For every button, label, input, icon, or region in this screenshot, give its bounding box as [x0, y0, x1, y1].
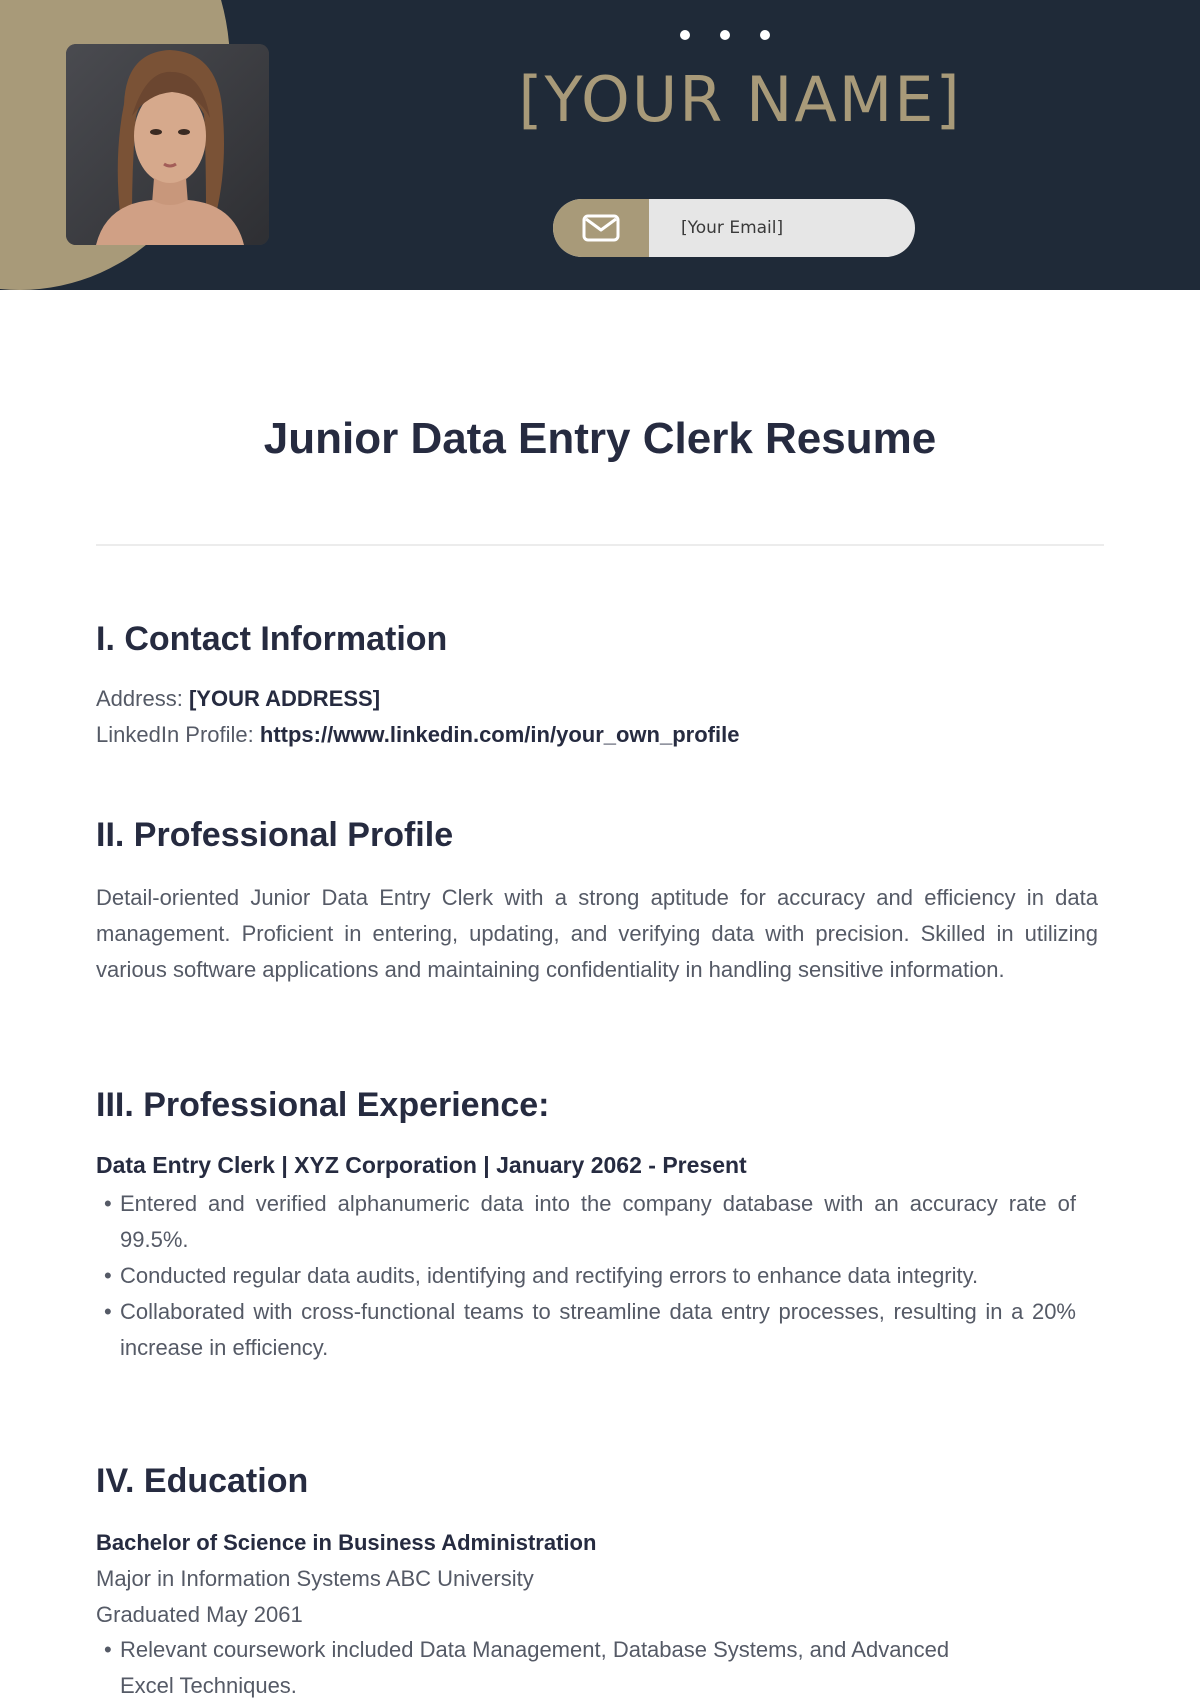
- section-heading-profile: II. Professional Profile: [96, 816, 454, 854]
- list-item: • Relevant coursework included Data Management, Database Systems, and Advanced Excel Techniques.: [96, 1632, 996, 1704]
- envelope-icon: [553, 199, 649, 257]
- contact-address: [96, 686, 380, 712]
- section-heading-experience: III. Professional Experience:: [96, 1086, 550, 1124]
- section-heading-education: IV. Education: [96, 1462, 309, 1500]
- more-options-dots: [680, 30, 770, 44]
- education-graduated: Graduated May 2061: [96, 1602, 303, 1627]
- profile-photo: [66, 44, 269, 245]
- profile-paragraph: Detail-oriented Junior Data Entry Clerk with a strong aptitude for accuracy and efficiency in data management. Proficient in entering, updating, and verifying data with precision. Skilled in utilizing various software applications and maintaining confidentiality in handling sensitive information.: [96, 885, 1098, 982]
- job-heading: Data Entry Clerk | XYZ Corporation | January 2062 - Present: [96, 1152, 747, 1178]
- header-banner: [0, 0, 1200, 290]
- education-major: Major in Information Systems ABC University: [96, 1566, 534, 1591]
- contact-linkedin: [96, 722, 739, 748]
- degree-title: Bachelor of Science in Business Administration: [96, 1530, 597, 1555]
- candidate-name: [YOUR NAME]: [518, 63, 962, 136]
- list-item: • Conducted regular data audits, identifying and rectifying errors to enhance data integrity.: [96, 1258, 1076, 1294]
- document-title: Junior Data Entry Clerk Resume: [263, 414, 937, 463]
- email-text: [Your Email]: [681, 218, 784, 238]
- address-value: [YOUR ADDRESS]: [188, 686, 381, 711]
- email-pill: [553, 199, 915, 257]
- section-heading-contact: I. Contact Information: [96, 620, 448, 658]
- list-item: • Collaborated with cross-functional teams to streamline data entry processes, resulting in a 20% increase in efficiency.: [96, 1294, 1076, 1366]
- address-label: Address:: [96, 686, 183, 711]
- list-item: • Entered and verified alphanumeric data into the company database with an accuracy rate of 99.5%.: [96, 1186, 1076, 1258]
- experience-bullets: [96, 1186, 1076, 1366]
- education-bullets: [96, 1632, 996, 1704]
- linkedin-label: LinkedIn Profile:: [96, 722, 254, 747]
- divider: [96, 544, 1104, 546]
- linkedin-value: https://www.linkedin.com/in/your_own_profile: [259, 722, 740, 747]
